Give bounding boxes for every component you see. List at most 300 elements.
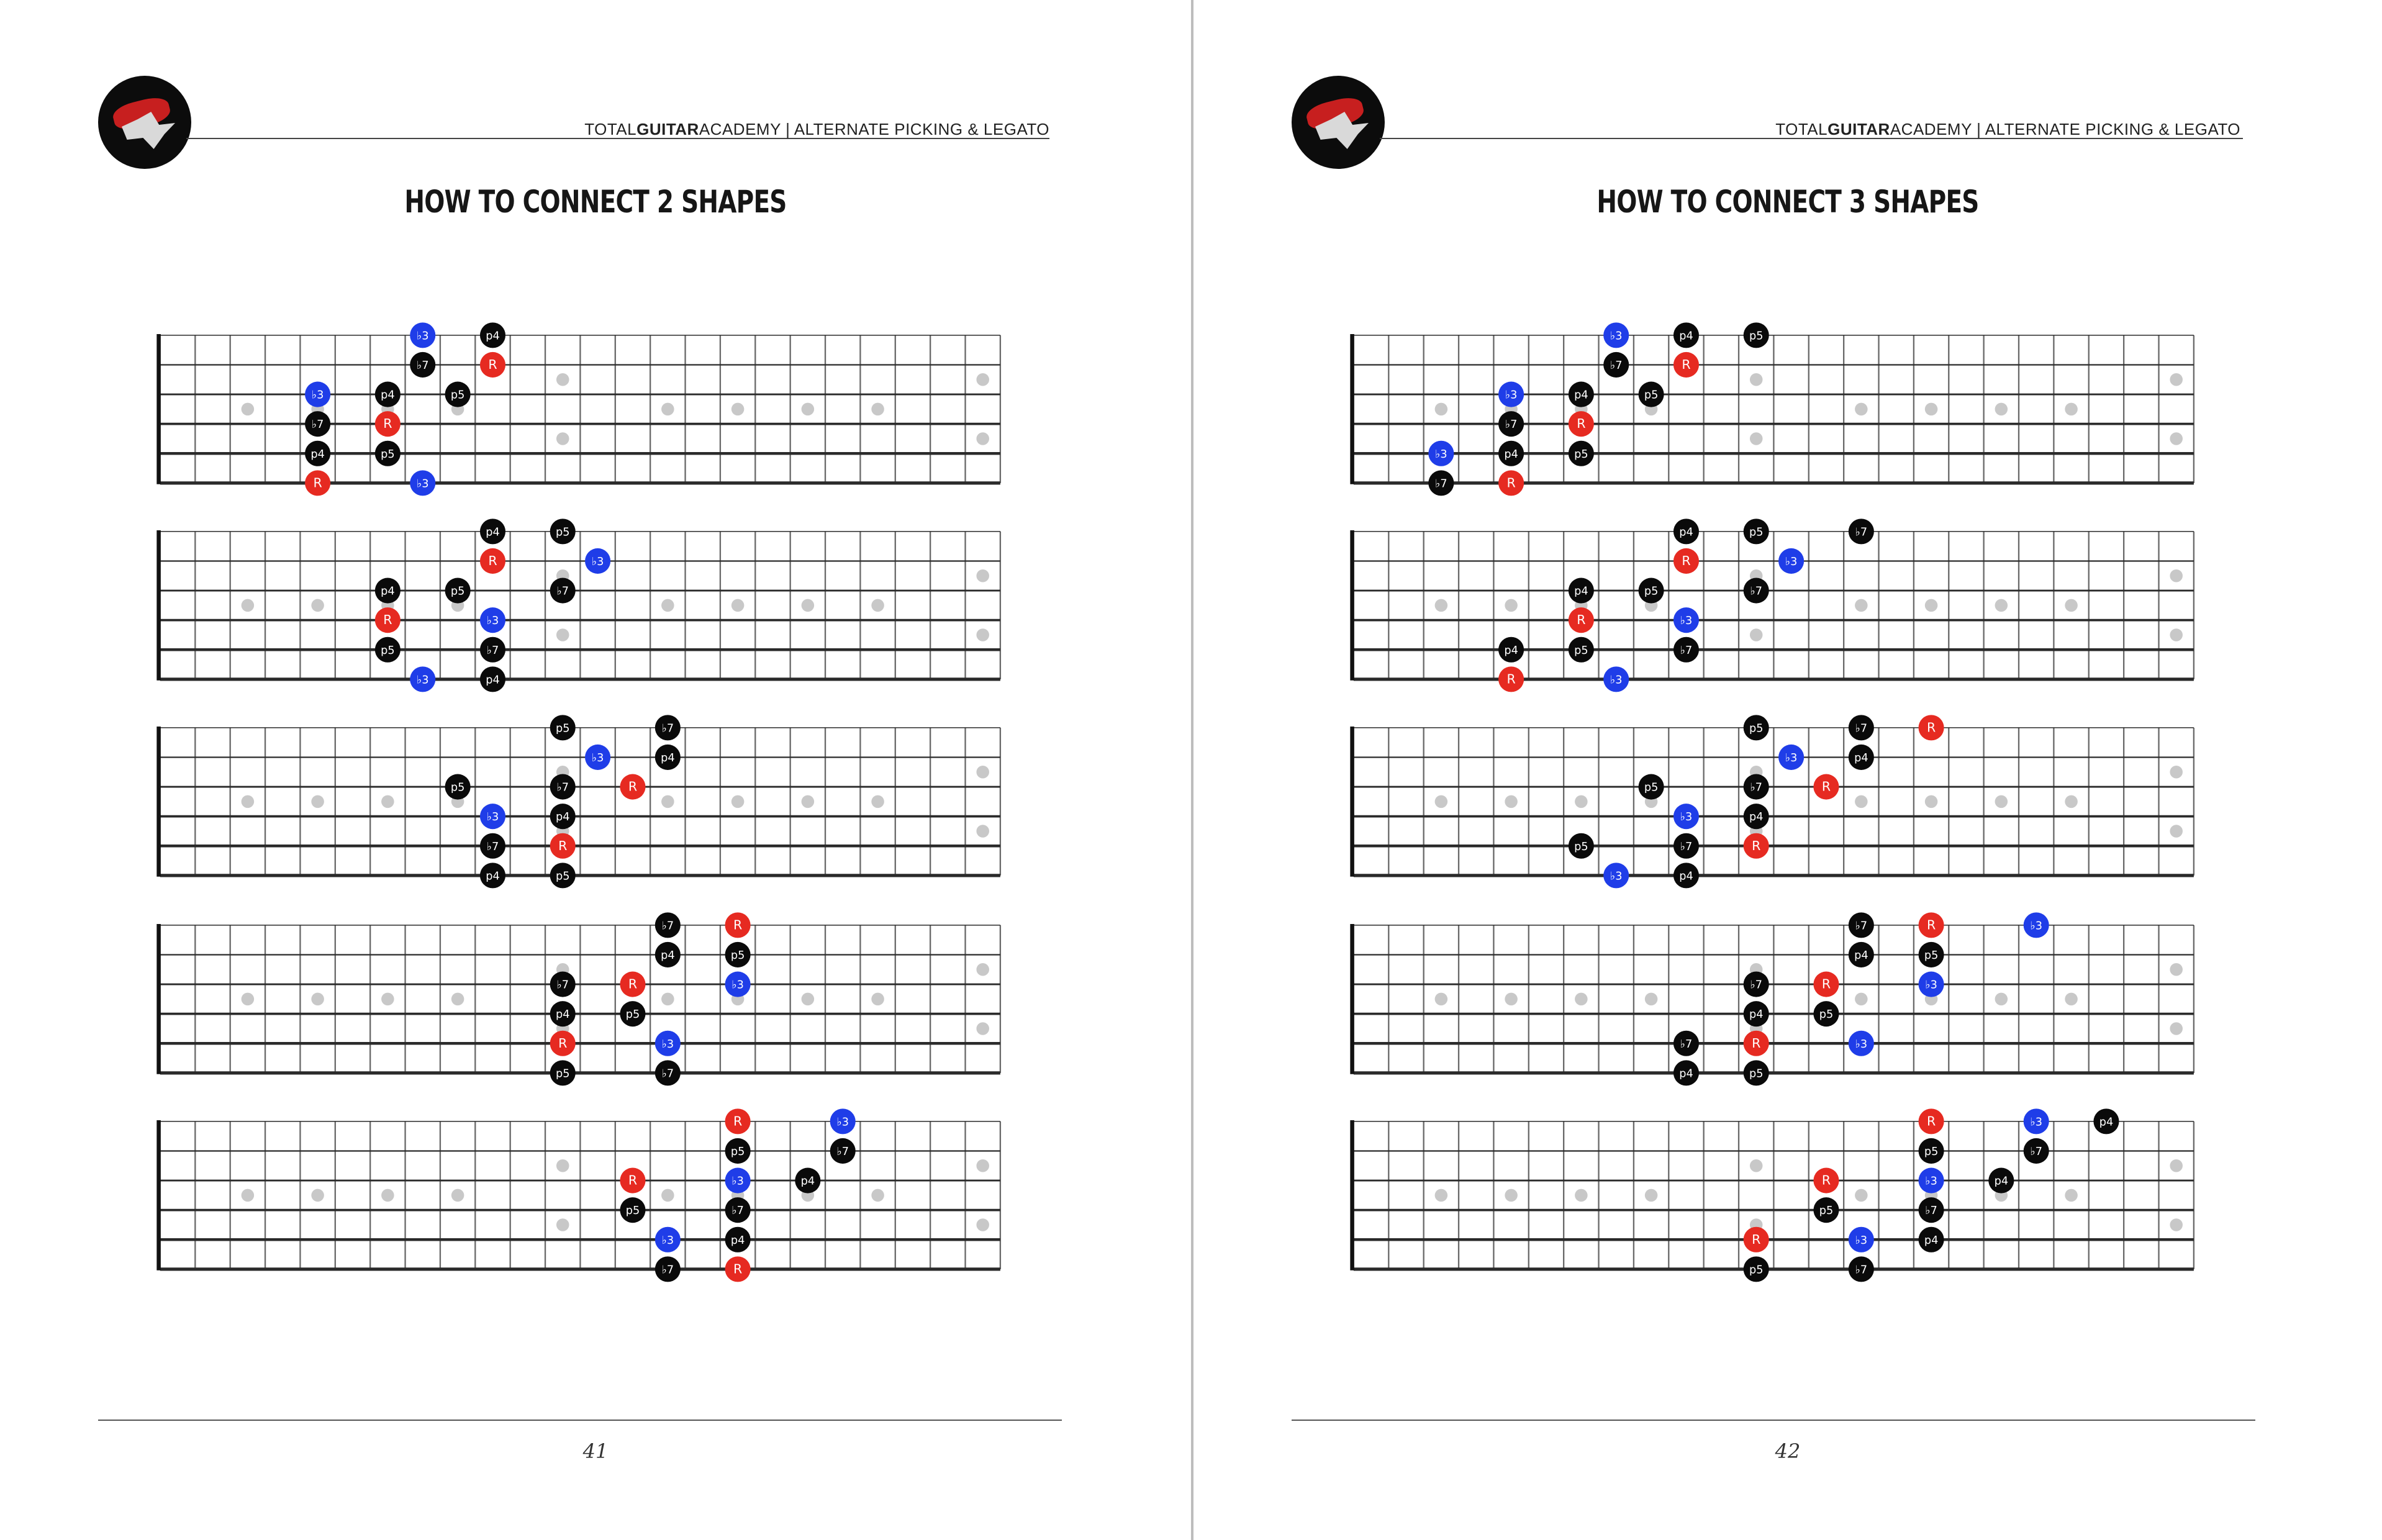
fret-inlay	[242, 1189, 255, 1202]
note-dot	[1428, 441, 1454, 466]
note-label: ♭7	[1435, 478, 1447, 491]
fretboard-diagram	[1320, 317, 2221, 491]
note-label: ♭7	[311, 419, 324, 432]
note-label: p5	[1574, 840, 1588, 853]
note-dot	[375, 411, 401, 437]
note-label: p4	[310, 448, 325, 461]
fretboard-svg	[127, 317, 1027, 491]
fret-inlay	[1855, 599, 1868, 612]
note-label: p5	[1749, 526, 1764, 539]
note-dot	[725, 1197, 751, 1223]
note-dot	[725, 942, 751, 967]
note-label: ♭7	[1855, 1264, 1868, 1277]
note-dot	[1849, 942, 1874, 967]
note-label: p5	[1749, 1067, 1764, 1080]
note-dot	[725, 1227, 751, 1252]
note-dot	[1744, 322, 1769, 348]
note-dot	[480, 548, 505, 574]
note-dot	[620, 972, 645, 997]
note-dot	[1744, 833, 1769, 859]
fret-inlay	[976, 1218, 989, 1231]
fret-inlay	[2065, 599, 2078, 612]
note-label: R	[1752, 838, 1761, 853]
note-dot	[1673, 1060, 1699, 1085]
note-label: p4	[661, 752, 675, 764]
note-label: p5	[555, 526, 570, 539]
note-label: ♭3	[1610, 870, 1623, 883]
note-dot	[1428, 470, 1454, 496]
note-label: p4	[1854, 752, 1868, 764]
note-label: p4	[1504, 448, 1518, 461]
note-label: ♭7	[1750, 979, 1763, 992]
fret-inlay	[871, 403, 884, 416]
fret-inlay	[1435, 993, 1448, 1006]
footer-rule	[1292, 1420, 2255, 1421]
note-dot	[1569, 578, 1594, 604]
fret-inlay	[381, 795, 394, 808]
note-dot	[1919, 1227, 1944, 1252]
note-dot	[550, 833, 576, 859]
note-label: p5	[1819, 1008, 1834, 1021]
note-label: p4	[1574, 389, 1588, 402]
note-dot	[2024, 1108, 2049, 1134]
fret-inlay	[731, 795, 745, 808]
note-dot	[550, 1001, 576, 1026]
note-label: p5	[555, 722, 570, 735]
note-label: ♭3	[416, 478, 429, 491]
note-label: p4	[1679, 526, 1693, 539]
note-dot	[655, 715, 681, 740]
note-dot	[1673, 352, 1699, 378]
note-label: p5	[555, 870, 570, 883]
note-label: p4	[1679, 330, 1693, 343]
note-dot	[655, 1256, 681, 1282]
note-label: p4	[486, 674, 500, 687]
fret-inlay	[976, 569, 989, 582]
note-label: p5	[381, 448, 395, 461]
fret-inlay	[1435, 403, 1448, 416]
note-dot	[1813, 972, 1839, 997]
fret-inlay	[976, 628, 989, 641]
note-dot	[305, 441, 330, 466]
note-dot	[550, 774, 576, 800]
note-label: ♭3	[2030, 1116, 2043, 1129]
note-label: ♭3	[1855, 1234, 1868, 1247]
note-dot	[1744, 1227, 1769, 1252]
note-dot	[620, 774, 645, 800]
fret-inlay	[2170, 373, 2183, 386]
note-label: ♭7	[1680, 1038, 1693, 1051]
fret-inlay	[311, 795, 324, 808]
note-label: p4	[1749, 811, 1764, 824]
note-label: p4	[1679, 870, 1693, 883]
fret-inlay	[2170, 628, 2183, 641]
note-dot	[1919, 1138, 1944, 1164]
note-dot	[445, 578, 471, 604]
note-label: ♭7	[1750, 585, 1763, 598]
note-dot	[725, 1168, 751, 1194]
fret-inlay	[731, 403, 745, 416]
fret-inlay	[2065, 403, 2078, 416]
note-label: p5	[1644, 585, 1659, 598]
note-label: ♭3	[1855, 1038, 1868, 1051]
note-label: ♭7	[1855, 526, 1868, 539]
note-dot	[375, 578, 401, 604]
note-dot	[1849, 1031, 1874, 1056]
note-dot	[1673, 833, 1699, 859]
fret-inlay	[311, 599, 324, 612]
note-dot	[480, 322, 505, 348]
fret-inlay	[976, 825, 989, 838]
note-dot	[1673, 863, 1699, 888]
note-label: p5	[1644, 781, 1659, 794]
fret-inlay	[2065, 993, 2078, 1006]
note-dot	[375, 637, 401, 663]
note-label: ♭7	[661, 920, 674, 933]
fret-inlay	[1575, 1189, 1588, 1202]
note-dot	[480, 833, 505, 859]
note-dot	[1849, 715, 1874, 740]
note-dot	[1569, 833, 1594, 859]
fret-inlay	[1750, 628, 1763, 641]
note-label: ♭3	[311, 389, 324, 402]
fret-inlay	[1435, 599, 1448, 612]
note-label: R	[1506, 475, 1516, 491]
fret-inlay	[976, 1159, 989, 1172]
note-label: p5	[1924, 1146, 1939, 1158]
note-label: p5	[730, 1146, 745, 1158]
note-label: p4	[1994, 1175, 2009, 1188]
note-dot	[410, 352, 435, 378]
note-dot	[1919, 1108, 1944, 1134]
note-label: R	[1821, 976, 1831, 992]
note-label: R	[488, 357, 497, 372]
note-label: ♭7	[1610, 360, 1623, 372]
page-right	[1193, 0, 2382, 1540]
note-label: p4	[1679, 1067, 1693, 1080]
note-label: ♭7	[731, 1205, 744, 1218]
nut	[156, 727, 161, 877]
fret-inlay	[242, 795, 255, 808]
fretboard-svg	[1320, 317, 2221, 491]
note-dot	[655, 1227, 681, 1252]
note-label: ♭7	[1750, 781, 1763, 794]
fret-inlay	[1505, 795, 1518, 808]
fret-inlay	[1435, 1189, 1448, 1202]
note-dot	[1498, 441, 1524, 466]
note-label: R	[1926, 720, 1936, 735]
note-label: p5	[450, 389, 465, 402]
note-dot	[1673, 519, 1699, 544]
fretboard-diagram	[127, 709, 1027, 883]
fret-inlay	[556, 1159, 569, 1172]
note-label: p5	[1924, 949, 1939, 962]
note-label: ♭3	[731, 979, 744, 992]
fret-inlay	[451, 993, 464, 1006]
fret-inlay	[2170, 432, 2183, 445]
note-dot	[1569, 607, 1594, 633]
note-label: ♭7	[1925, 1205, 1937, 1218]
note-dot	[1919, 912, 1944, 938]
academy-logo	[98, 76, 191, 169]
fret-inlay	[1505, 599, 1518, 612]
fretboard-svg	[1320, 513, 2221, 687]
fret-inlay	[976, 963, 989, 976]
note-label: p4	[1574, 585, 1588, 598]
fret-inlay	[871, 1189, 884, 1202]
fretboard-diagram	[1320, 709, 2221, 883]
note-dot	[1603, 322, 1629, 348]
note-dot	[585, 745, 610, 770]
note-label: R	[558, 838, 568, 853]
fret-inlay	[1575, 795, 1588, 808]
note-label: ♭3	[661, 1038, 674, 1051]
note-dot	[655, 1031, 681, 1056]
note-dot	[480, 352, 505, 378]
fret-inlay	[871, 795, 884, 808]
note-label: p5	[625, 1205, 640, 1218]
note-dot	[1813, 1197, 1839, 1223]
note-label: ♭3	[661, 1234, 674, 1247]
note-label: R	[313, 475, 322, 491]
note-dot	[1849, 912, 1874, 938]
fret-inlay	[381, 993, 394, 1006]
note-dot	[1813, 1001, 1839, 1026]
note-dot	[1849, 1256, 1874, 1282]
note-label: R	[1926, 1113, 1936, 1129]
note-label: R	[1821, 1172, 1831, 1188]
note-dot	[2024, 1138, 2049, 1164]
fret-inlay	[802, 795, 815, 808]
nut	[1350, 1120, 1354, 1270]
note-dot	[480, 666, 505, 692]
note-label: p4	[555, 1008, 570, 1021]
fret-inlay	[802, 599, 815, 612]
note-label: ♭3	[1785, 556, 1798, 568]
note-label: ♭3	[486, 615, 499, 628]
nut	[156, 334, 161, 484]
note-dot	[1569, 637, 1594, 663]
fretboard-svg	[127, 513, 1027, 687]
note-dot	[1603, 352, 1629, 378]
page-title: HOW TO CONNECT 2 SHAPES	[404, 184, 787, 220]
note-label: ♭7	[661, 1264, 674, 1277]
fret-inlay	[661, 993, 674, 1006]
fret-inlay	[2170, 1159, 2183, 1172]
note-dot	[830, 1138, 856, 1164]
note-label: p4	[486, 870, 500, 883]
running-header: TOTALGUITARACADEMY | ALTERNATE PICKING & LEGATO	[584, 120, 1049, 138]
note-label: ♭7	[2030, 1146, 2043, 1158]
fret-inlay	[1925, 599, 1938, 612]
note-dot	[550, 972, 576, 997]
fretboard-diagram	[127, 513, 1027, 687]
note-dot	[1919, 942, 1944, 967]
fretboard-svg	[127, 1103, 1027, 1277]
note-label: p5	[1574, 644, 1588, 657]
note-label: ♭3	[591, 556, 604, 568]
note-dot	[795, 1168, 820, 1194]
note-dot	[550, 715, 576, 740]
fretboard-svg	[1320, 1103, 2221, 1277]
nut	[156, 924, 161, 1074]
note-label: R	[628, 976, 638, 992]
note-label: ♭3	[1610, 330, 1623, 343]
fret-inlay	[1925, 795, 1938, 808]
fret-inlay	[556, 628, 569, 641]
note-label: ♭7	[1680, 644, 1693, 657]
note-dot	[1919, 972, 1944, 997]
note-dot	[305, 470, 330, 496]
fret-inlay	[1855, 403, 1868, 416]
note-label: ♭7	[1505, 419, 1518, 432]
note-dot	[620, 1168, 645, 1194]
note-label: ♭3	[416, 674, 429, 687]
note-dot	[1813, 774, 1839, 800]
note-label: R	[383, 416, 392, 432]
note-label: p5	[1819, 1205, 1834, 1218]
note-label: ♭7	[836, 1146, 849, 1158]
fret-inlay	[1855, 795, 1868, 808]
note-dot	[1744, 715, 1769, 740]
note-label: p5	[381, 644, 395, 657]
note-label: p4	[381, 389, 395, 402]
note-dot	[1639, 774, 1664, 800]
fret-inlay	[1645, 993, 1658, 1006]
note-label: p4	[1749, 1008, 1764, 1021]
note-label: ♭3	[731, 1175, 744, 1188]
note-dot	[1498, 411, 1524, 437]
note-label: p4	[555, 811, 570, 824]
note-dot	[725, 1108, 751, 1134]
note-label: p5	[730, 949, 745, 962]
note-label: ♭3	[836, 1116, 849, 1129]
note-dot	[1673, 548, 1699, 574]
note-dot	[1744, 1256, 1769, 1282]
note-label: ♭7	[556, 585, 569, 598]
note-label: p4	[1854, 949, 1868, 962]
fret-inlay	[1855, 993, 1868, 1006]
note-label: ♭7	[556, 781, 569, 794]
note-label: p4	[2099, 1116, 2114, 1129]
note-label: ♭7	[486, 840, 499, 853]
note-label: p5	[555, 1067, 570, 1080]
note-label: R	[1682, 553, 1691, 568]
note-label: p5	[1749, 722, 1764, 735]
note-label: R	[383, 612, 392, 628]
note-dot	[1778, 745, 1804, 770]
note-dot	[1498, 470, 1524, 496]
note-label: ♭3	[1680, 811, 1693, 824]
fret-inlay	[311, 993, 324, 1006]
note-dot	[585, 548, 610, 574]
note-dot	[550, 863, 576, 888]
nut	[1350, 334, 1354, 484]
note-dot	[1603, 863, 1629, 888]
fret-inlay	[242, 993, 255, 1006]
fret-inlay	[1855, 1189, 1868, 1202]
note-label: ♭7	[661, 722, 674, 735]
fret-inlay	[242, 403, 255, 416]
note-dot	[1988, 1168, 2014, 1194]
fretboard-svg	[1320, 907, 2221, 1080]
note-label: R	[1682, 357, 1691, 372]
fretboard-diagram	[1320, 907, 2221, 1080]
note-label: p5	[1574, 448, 1588, 461]
nut	[1350, 530, 1354, 681]
note-dot	[1778, 548, 1804, 574]
fret-inlay	[661, 403, 674, 416]
note-dot	[1673, 804, 1699, 829]
fret-inlay	[556, 432, 569, 445]
note-dot	[375, 441, 401, 466]
note-dot	[1673, 637, 1699, 663]
note-dot	[725, 1256, 751, 1282]
nut	[156, 1120, 161, 1270]
note-dot	[480, 637, 505, 663]
fret-inlay	[731, 599, 745, 612]
note-dot	[2093, 1108, 2119, 1134]
note-dot	[480, 519, 505, 544]
note-label: ♭3	[1785, 752, 1798, 764]
note-dot	[1813, 1168, 1839, 1194]
fret-inlay	[1750, 432, 1763, 445]
note-dot	[1919, 1168, 1944, 1194]
fret-inlay	[661, 599, 674, 612]
note-dot	[655, 942, 681, 967]
fret-inlay	[802, 993, 815, 1006]
note-dot	[375, 607, 401, 633]
note-label: p4	[381, 585, 395, 598]
fret-inlay	[976, 1022, 989, 1035]
fret-inlay	[1995, 599, 2008, 612]
note-dot	[480, 607, 505, 633]
fretboard-svg	[127, 907, 1027, 1080]
footer-rule	[98, 1420, 1062, 1421]
note-dot	[410, 322, 435, 348]
note-label: ♭3	[1435, 448, 1447, 461]
note-label: R	[1926, 917, 1936, 933]
fret-inlay	[871, 993, 884, 1006]
note-label: R	[1577, 612, 1586, 628]
note-label: p4	[730, 1234, 745, 1247]
note-label: p5	[1644, 389, 1659, 402]
note-dot	[1744, 1031, 1769, 1056]
note-label: R	[488, 553, 497, 568]
note-label: ♭7	[661, 1067, 674, 1080]
note-dot	[1849, 1227, 1874, 1252]
note-dot	[550, 578, 576, 604]
note-dot	[305, 382, 330, 407]
fret-inlay	[1995, 403, 2008, 416]
note-dot	[1498, 666, 1524, 692]
note-dot	[1673, 322, 1699, 348]
note-dot	[1744, 519, 1769, 544]
note-label: ♭3	[486, 811, 499, 824]
note-dot	[1744, 1001, 1769, 1026]
note-dot	[1919, 1197, 1944, 1223]
note-label: ♭3	[1610, 674, 1623, 687]
fret-inlay	[661, 795, 674, 808]
note-dot	[655, 1060, 681, 1085]
page-number: 41	[582, 1439, 609, 1463]
note-label: ♭3	[2030, 920, 2043, 933]
note-dot	[1639, 382, 1664, 407]
note-dot	[1498, 382, 1524, 407]
fret-inlay	[1435, 795, 1448, 808]
note-label: R	[1752, 1035, 1761, 1051]
note-label: p5	[450, 781, 465, 794]
